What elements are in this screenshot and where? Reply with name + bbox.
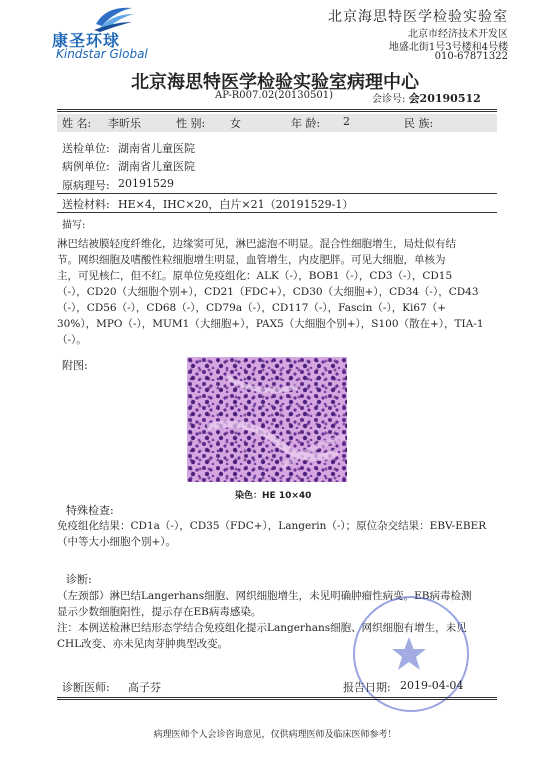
special-exam-line: 免疫组化结果：CD1a（-），CD35（FDC+），Langerin（-）；原位杂交结果：EBV-EBER <box>57 520 487 532</box>
description-line: （-），CD56（-），CD68（-），CD79a（-），CD117（-），Fascin（-），Ki67（+ <box>57 302 447 314</box>
address-line-2: 地盛北街1号3号楼和4号楼 <box>388 42 508 53</box>
name-label: 姓 名: <box>62 117 92 130</box>
report-date-value: 2019-04-04 <box>400 679 464 692</box>
address-line-1: 北京市经济技术开发区 <box>408 29 508 40</box>
header-divider-2 <box>57 111 497 112</box>
diagnosis-line: 注：本例送检淋巴结形态学结合免疫组化提示Langerhans细胞、网织细胞有增生，未见 <box>57 622 467 634</box>
consultation-number <box>372 90 481 106</box>
special-exam-text <box>57 518 497 550</box>
stamp-star-icon <box>390 636 428 672</box>
he-micrograph-image <box>187 357 347 482</box>
lab-name: 北京海思特医学检验实验室 <box>328 9 508 25</box>
material-value: HE×4，IHC×20，白片×21（20191529-1） <box>118 198 354 211</box>
orig-pathology-label: 原病理号: <box>62 179 110 192</box>
figure-label: 附图: <box>62 359 88 372</box>
sender-label: 送检单位: <box>62 142 110 155</box>
logo-chinese: 康圣环球 <box>52 31 121 50</box>
description-line: （-），CD20（大细胞个别+），CD21（FDC+），CD30（大细胞+），CD34（-），CD43 <box>57 286 479 298</box>
description-text <box>57 236 497 348</box>
consultation-label: 会诊号: <box>372 94 406 105</box>
footer-disclaimer: 病理医师个人会诊咨询意见，仅供病理医师及临床医师参考！ <box>153 730 397 740</box>
diagnosis-line: CHL改变、亦未见肉芽肿典型改变。 <box>57 638 229 650</box>
case-unit-label: 病例单位: <box>62 160 110 173</box>
address-phone: 010-67871322 <box>434 51 508 62</box>
patient-sex: 女 <box>230 117 241 130</box>
description-label: 描写: <box>62 220 86 231</box>
diagnosis-label: 诊断: <box>66 573 92 586</box>
consultation-value: 会20190512 <box>408 92 481 105</box>
diagnosis-line: 显示少数细胞阳性，提示存在EB病毒感染。 <box>57 606 262 618</box>
signature-divider-2 <box>57 699 497 700</box>
header-divider <box>57 109 497 110</box>
patient-name: 李昕乐 <box>108 117 141 130</box>
description-line: 节。网织细胞及嗜酸性粒细胞增生明显，血管增生，内皮肥胖。可见大细胞，单核为 <box>57 254 446 266</box>
ethnic-label: 民 族: <box>404 117 434 130</box>
diagnosis-line: （左颈部）淋巴结Langerhans细胞、网织细胞增生，未见明确肿瘤性病变。EB病毒检测 <box>57 590 472 602</box>
doctor-name: 高子芬 <box>128 681 161 694</box>
description-line: 主，可见核仁，但不红。原单位免疫组化：ALK（-），BOB1（-），CD3（-），CD15 <box>57 270 453 282</box>
doc-code: AP-R007.02(20130501) <box>215 90 334 101</box>
orig-pathology-value: 20191529 <box>118 177 174 190</box>
special-exam-line: （中等大小细胞个别+）。 <box>57 536 177 548</box>
sender-value: 湖南省儿童医院 <box>118 142 195 155</box>
sex-label: 性 别: <box>176 117 206 130</box>
logo-english: Kindstar Global <box>56 47 148 61</box>
age-label: 年 龄: <box>291 117 321 130</box>
case-unit-value: 湖南省儿童医院 <box>118 160 195 173</box>
stain-caption: 染色：HE 10×40 <box>235 491 312 501</box>
doctor-label: 诊断医师: <box>62 681 110 694</box>
report-date-label: 报告日期: <box>343 681 391 694</box>
signature-divider <box>57 697 497 698</box>
patient-age: 2 <box>343 115 350 128</box>
special-exam-label: 特殊检查: <box>66 504 114 517</box>
material-label: 送检材料: <box>62 198 110 211</box>
report-title: 北京海思特医学检验实验室病理中心 <box>131 72 419 93</box>
material-divider <box>57 212 497 213</box>
description-line: （-）。 <box>57 334 87 346</box>
description-line: 淋巴结被膜轻度纤维化，边缘窦可见，淋巴滤泡不明显。混合性细胞增生，局灶似有结 <box>57 238 456 250</box>
info-divider <box>57 193 497 194</box>
description-line: 30%），MPO（-），MUM1（大细胞+），PAX5（大细胞个别+），S100（散在+），TIA-1 <box>57 318 484 330</box>
